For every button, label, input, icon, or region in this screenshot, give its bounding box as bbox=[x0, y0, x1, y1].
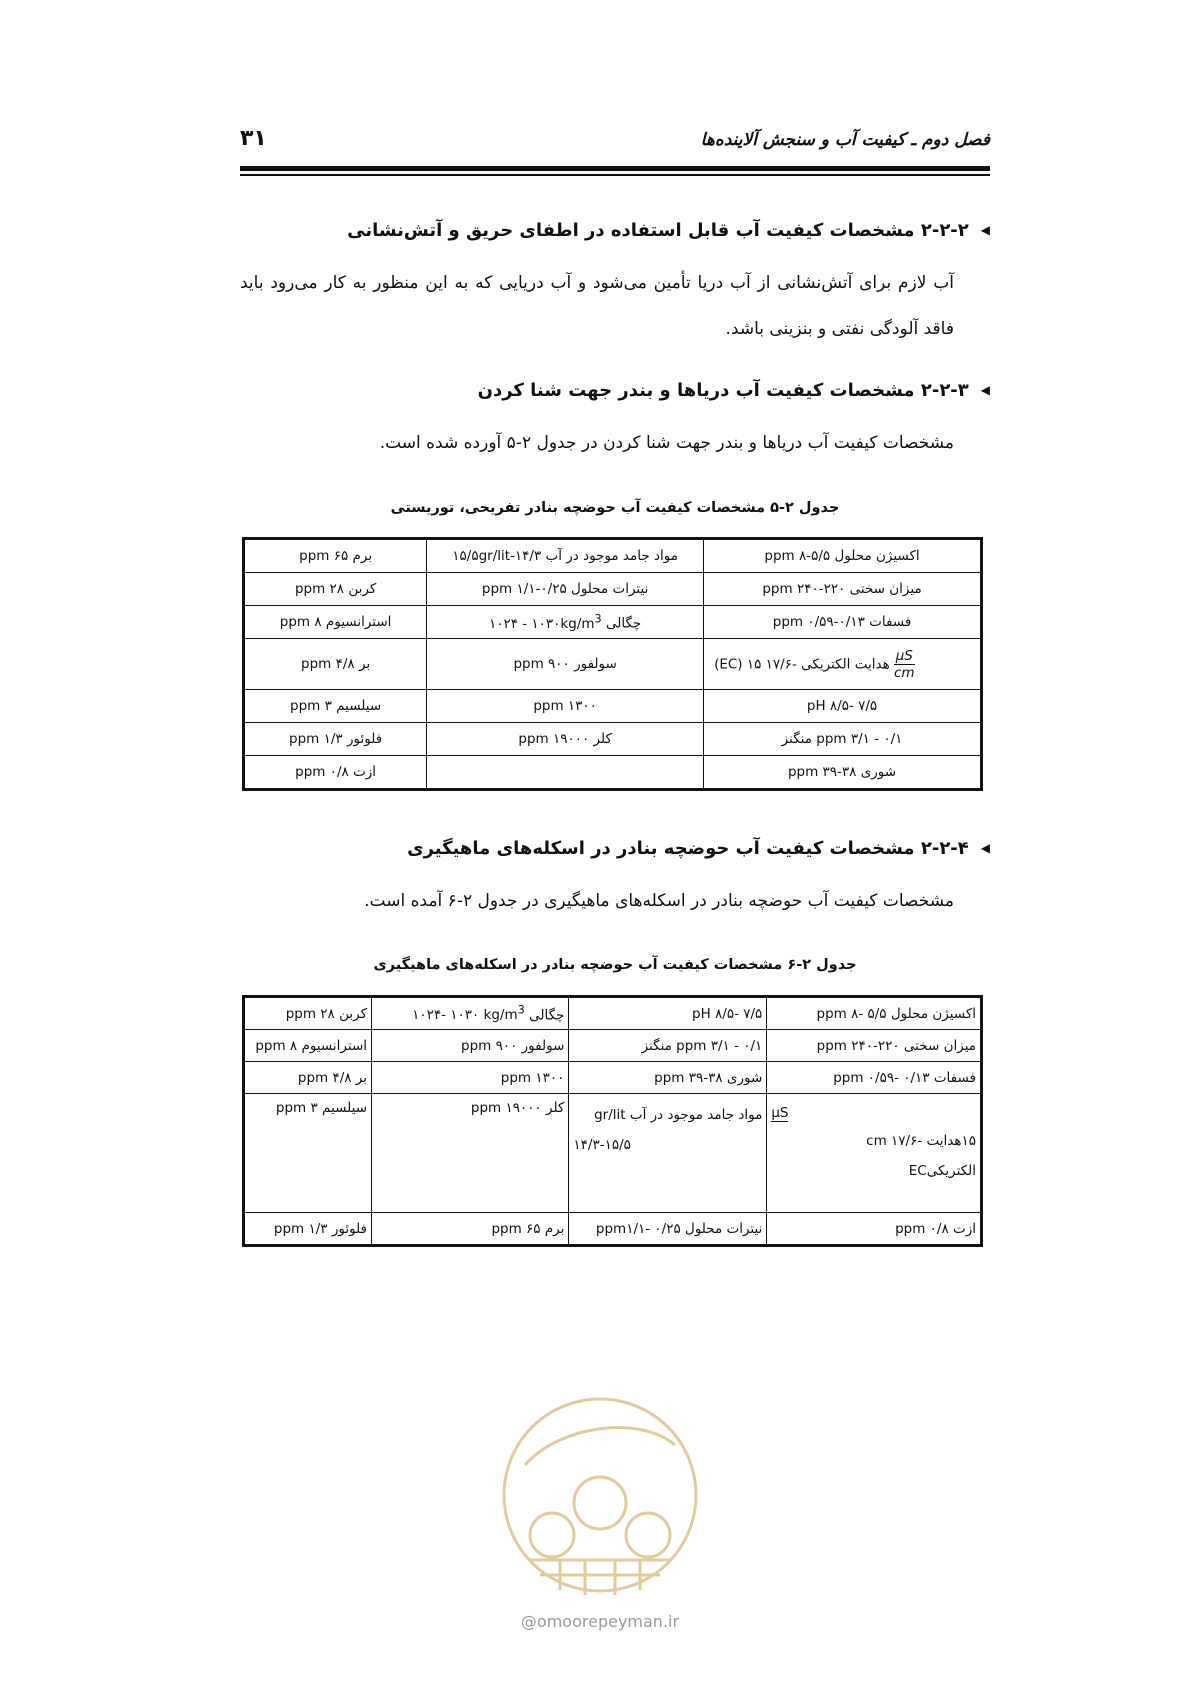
ec-cell: (EC) ۱۵ هدایت الکتریکی -۱۷/۶ $\frac{\mu S}{cm}$ bbox=[714, 647, 915, 681]
table-row bbox=[244, 1094, 982, 1213]
table-cell: سیلسیم ppm ۳ bbox=[244, 690, 427, 723]
table-cell bbox=[427, 756, 704, 790]
table-cell bbox=[767, 1094, 982, 1213]
density-label: چگالی bbox=[529, 1007, 565, 1024]
table-cell: pH ۸/۵- ۷/۵ bbox=[704, 690, 982, 723]
table-cell: کلر ppm ۱۹۰۰۰ bbox=[372, 1094, 569, 1213]
header-rule bbox=[240, 166, 990, 171]
page-number: ۳۱ bbox=[240, 126, 267, 151]
table-row bbox=[244, 639, 982, 690]
table-cell: ppm ۳/۱ - ۰/۱ منگنز bbox=[704, 723, 982, 756]
density-value: ۱۰۲۴- ۱۰۳۰ $kg/m^3$ bbox=[412, 1003, 525, 1024]
table-cell: کلر ppm ۱۹۰۰۰ bbox=[427, 723, 704, 756]
table-cell: سولفور ppm ۹۰۰ bbox=[427, 639, 704, 690]
table-cell: ازت ppm ۰/۸ bbox=[244, 756, 427, 790]
section-number: ۲-۲-۳ bbox=[920, 380, 969, 401]
ec-range: ۱۵هدایت -۱۷/۶ cm bbox=[866, 1133, 976, 1149]
table-row bbox=[244, 573, 982, 606]
table-cell: سولفور ppm ۹۰۰ bbox=[372, 1030, 569, 1062]
table-cell: استرانسیوم ppm ۸ bbox=[244, 606, 427, 639]
table-row bbox=[244, 1213, 982, 1246]
table-cell: برم ppm ۶۵ bbox=[372, 1213, 569, 1246]
table-cell: ppm ۳/۱ - ۰/۱ منگنز bbox=[569, 1030, 767, 1062]
table-cell: اکسیژن محلول ppm ۸- ۵/۵ bbox=[767, 997, 982, 1030]
table-cell: کربن ppm ۲۸ bbox=[244, 573, 427, 606]
table-cell bbox=[372, 997, 569, 1030]
table-cell: pH ۸/۵- ۷/۵ bbox=[569, 997, 767, 1030]
at-icon: @ bbox=[520, 1612, 537, 1631]
table-cell: ۱۳۰۰ ppm bbox=[372, 1062, 569, 1094]
table-cell: شوری ppm ۳۹-۳۸ bbox=[704, 756, 982, 790]
table-cell: میزان سختی ppm ۲۴۰-۲۲۰ bbox=[704, 573, 982, 606]
gear-icon bbox=[626, 1513, 670, 1557]
table-row bbox=[244, 539, 982, 573]
table-row bbox=[244, 606, 982, 639]
table-cell bbox=[704, 639, 982, 690]
section-number: ۲-۲-۲ bbox=[920, 220, 969, 241]
table-cell: نیترات محلول ppm۱/۱- ۰/۲۵ bbox=[569, 1213, 767, 1246]
bullet-icon: ◀ bbox=[980, 383, 990, 397]
section-title: مشخصات کیفیت آب قابل استفاده در اطفای حریق و آتش‌نشانی bbox=[347, 220, 915, 241]
gear-icon bbox=[574, 1477, 626, 1529]
table-row bbox=[244, 723, 982, 756]
table-5 bbox=[242, 537, 983, 791]
table-cell: بر ppm ۴/۸ bbox=[244, 1062, 372, 1094]
table-row bbox=[244, 756, 982, 790]
bullet-icon: ◀ bbox=[980, 223, 990, 237]
table-cell: نیترات محلول ppm ۱/۱-۰/۲۵ bbox=[427, 573, 704, 606]
table-6 bbox=[242, 995, 983, 1247]
table-row bbox=[244, 997, 982, 1030]
section-heading bbox=[407, 838, 990, 859]
density-value: ۱۰۲۴ - $۱۰۳۰kg/m^3$ bbox=[488, 612, 602, 632]
ec-label: الکتریکیEC bbox=[908, 1163, 976, 1179]
unit-fraction: μS bbox=[771, 1104, 789, 1121]
logo-swoosh bbox=[525, 1428, 675, 1465]
watermark-logo bbox=[490, 1385, 710, 1605]
chapter-title: فصل دوم ـ کیفیت آب و سنجش آلاینده‌ها bbox=[700, 130, 990, 150]
table-cell: مواد جامد موجود در آب gr/lit ۱۴/۳-۱۵/۵ bbox=[569, 1094, 767, 1213]
table-cell: بر ppm ۴/۸ bbox=[244, 639, 427, 690]
gear-icon bbox=[530, 1513, 574, 1557]
table-caption: جدول ۲-۶ مشخصات کیفیت آب حوضچه بنادر در اسکله‌های ماهیگیری bbox=[373, 957, 857, 973]
section-number: ۲-۲-۴ bbox=[920, 838, 969, 859]
table-caption: جدول ۲-۵ مشخصات کیفیت آب حوضچه بنادر تفریحی، توریستی bbox=[390, 500, 840, 516]
table-cell: ۱۳۰۰ ppm bbox=[427, 690, 704, 723]
unit-fraction: $\frac{\mu S}{cm}$ bbox=[893, 647, 915, 681]
watermark-website bbox=[490, 1612, 710, 1631]
section-title: مشخصات کیفیت آب حوضچه بنادر در اسکله‌های ماهیگیری bbox=[407, 838, 915, 859]
table-cell: ازت ppm ۰/۸ bbox=[767, 1213, 982, 1246]
ec-unit bbox=[771, 1100, 976, 1126]
paragraph: مشخصات کیفیت آب دریاها و بندر جهت شنا کردن در جدول ۲-۵ آورده شده است. bbox=[379, 433, 954, 453]
table-cell: استرانسیوم ppm ۸ bbox=[244, 1030, 372, 1062]
section-heading bbox=[347, 220, 990, 241]
table-cell: میزان سختی ppm ۲۴۰-۲۲۰ bbox=[767, 1030, 982, 1062]
table-cell: مواد جامد موجود در آب ۱۴/۳-۱۵/۵gr/lit bbox=[427, 539, 704, 573]
table-cell: فسفات ppm ۰/۵۹- ۰/۱۳ bbox=[767, 1062, 982, 1094]
page-header bbox=[240, 126, 990, 166]
table-cell: سیلسیم ppm ۳ bbox=[244, 1094, 372, 1213]
table-cell bbox=[427, 606, 704, 639]
table-cell: فلوئور ppm ۱/۳ bbox=[244, 1213, 372, 1246]
table-cell: فلوئور ppm ۱/۳ bbox=[244, 723, 427, 756]
table-row bbox=[244, 690, 982, 723]
table-cell: فسفات ppm ۰/۵۹-۰/۱۳ bbox=[704, 606, 982, 639]
table-cell: اکسیژن محلول ppm ۸-۵/۵ bbox=[704, 539, 982, 573]
paragraph: مشخصات کیفیت آب حوضچه بنادر در اسکله‌های ماهیگیری در جدول ۲-۶ آمده است. bbox=[364, 891, 954, 911]
header-rule-thin bbox=[240, 174, 990, 176]
density-label: چگالی bbox=[606, 615, 642, 632]
table-cell: شوری ppm ۳۹-۳۸ bbox=[569, 1062, 767, 1094]
table-row bbox=[244, 1030, 982, 1062]
table-row bbox=[244, 1062, 982, 1094]
table-cell: کربن ppm ۲۸ bbox=[244, 997, 372, 1030]
website-url: omoorepeyman.ir bbox=[536, 1612, 680, 1631]
table-cell: برم ppm ۶۵ bbox=[244, 539, 427, 573]
paragraph: آب لازم برای آتش‌نشانی از آب دریا تأمین می‌شود و آب دریایی که به این منظور به کار می‌رود باید فاقد آلودگی نفتی و بنزینی باشد. bbox=[240, 273, 954, 339]
bullet-icon: ◀ bbox=[980, 841, 990, 855]
section-heading bbox=[478, 380, 990, 401]
section-title: مشخصات کیفیت آب دریاها و بندر جهت شنا کردن bbox=[477, 380, 915, 401]
